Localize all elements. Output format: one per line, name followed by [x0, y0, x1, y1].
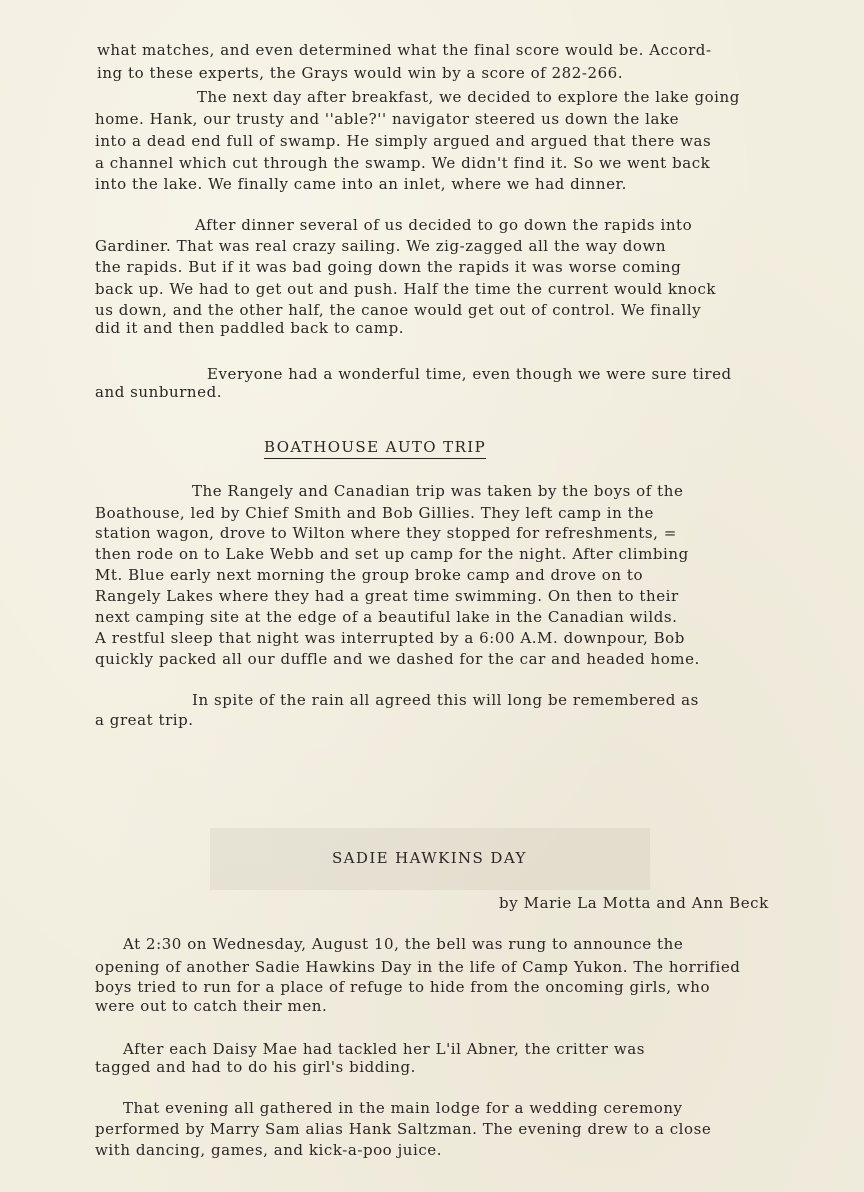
text-line: Gardiner. That was real crazy sailing. We zig-zagged all the way down	[95, 237, 667, 255]
section-heading-boathouse	[264, 438, 486, 456]
text-line: station wagon, drove to Wilton where they stopped for refreshments, =	[95, 524, 677, 542]
text-line: back up. We had to get out and push. Half the time the current would knock	[95, 280, 717, 298]
text-line: next camping site at the edge of a beautiful lake in the Canadian wilds.	[95, 608, 678, 626]
text-line: then rode on to Lake Webb and set up camp for the night. After climbing	[95, 545, 689, 563]
text-line: Boathouse, led by Chief Smith and Bob Gillies. They left camp in the	[95, 504, 654, 522]
section-heading-text: BOATHOUSE AUTO TRIP	[264, 438, 486, 459]
byline: by Marie La Motta and Ann Beck	[499, 894, 769, 912]
text-line: a channel which cut through the swamp. We didn't find it. So we went back	[95, 154, 711, 172]
text-line: performed by Marry Sam alias Hank Saltzman. The evening drew to a close	[95, 1120, 712, 1138]
section-heading-sadie-hawkins: SADIE HAWKINS DAY	[332, 849, 527, 867]
text-line: That evening all gathered in the main lodge for a wedding ceremony	[123, 1099, 683, 1117]
text-line: with dancing, games, and kick-a-poo juice.	[95, 1141, 443, 1159]
text-line: In spite of the rain all agreed this will long be remembered as	[192, 691, 699, 709]
text-line: A restful sleep that night was interrupted by a 6:00 A.M. downpour, Bob	[95, 629, 685, 647]
text-line: The next day after breakfast, we decided to explore the lake going	[197, 88, 740, 106]
text-line: and sunburned.	[95, 383, 223, 401]
text-line: Rangely Lakes where they had a great time swimming. On then to their	[95, 587, 679, 605]
text-line: us down, and the other half, the canoe would get out of control. We finally	[95, 301, 702, 319]
text-line: opening of another Sadie Hawkins Day in the life of Camp Yukon. The horrified	[95, 958, 741, 976]
text-line: After dinner several of us decided to go down the rapids into	[195, 216, 693, 234]
text-line: tagged and had to do his girl's bidding.	[95, 1058, 416, 1076]
text-line: ing to these experts, the Grays would win by a score of 282-266.	[97, 64, 624, 82]
text-line: The Rangely and Canadian trip was taken by the boys of the	[192, 482, 684, 500]
text-line: into a dead end full of swamp. He simply argued and argued that there was	[95, 132, 712, 150]
text-line: were out to catch their men.	[95, 997, 328, 1015]
text-line: At 2:30 on Wednesday, August 10, the bell was rung to announce the	[123, 935, 684, 953]
text-line: quickly packed all our duffle and we dashed for the car and headed home.	[95, 650, 700, 668]
text-line: boys tried to run for a place of refuge to hide from the oncoming girls, who	[95, 978, 711, 996]
text-line: Everyone had a wonderful time, even though we were sure tired	[207, 365, 732, 383]
text-line: a great trip.	[95, 711, 194, 729]
text-line: what matches, and even determined what the final score would be. Accord-	[97, 41, 712, 59]
text-line: After each Daisy Mae had tackled her L'il Abner, the critter was	[123, 1040, 645, 1058]
text-line: the rapids. But if it was bad going down the rapids it was worse coming	[95, 258, 682, 276]
text-line: Mt. Blue early next morning the group broke camp and drove on to	[95, 566, 644, 584]
text-line: home. Hank, our trusty and ''able?'' navigator steered us down the lake	[95, 110, 680, 128]
text-line: into the lake. We finally came into an inlet, where we had dinner.	[95, 175, 627, 193]
text-line: did it and then paddled back to camp.	[95, 319, 405, 337]
